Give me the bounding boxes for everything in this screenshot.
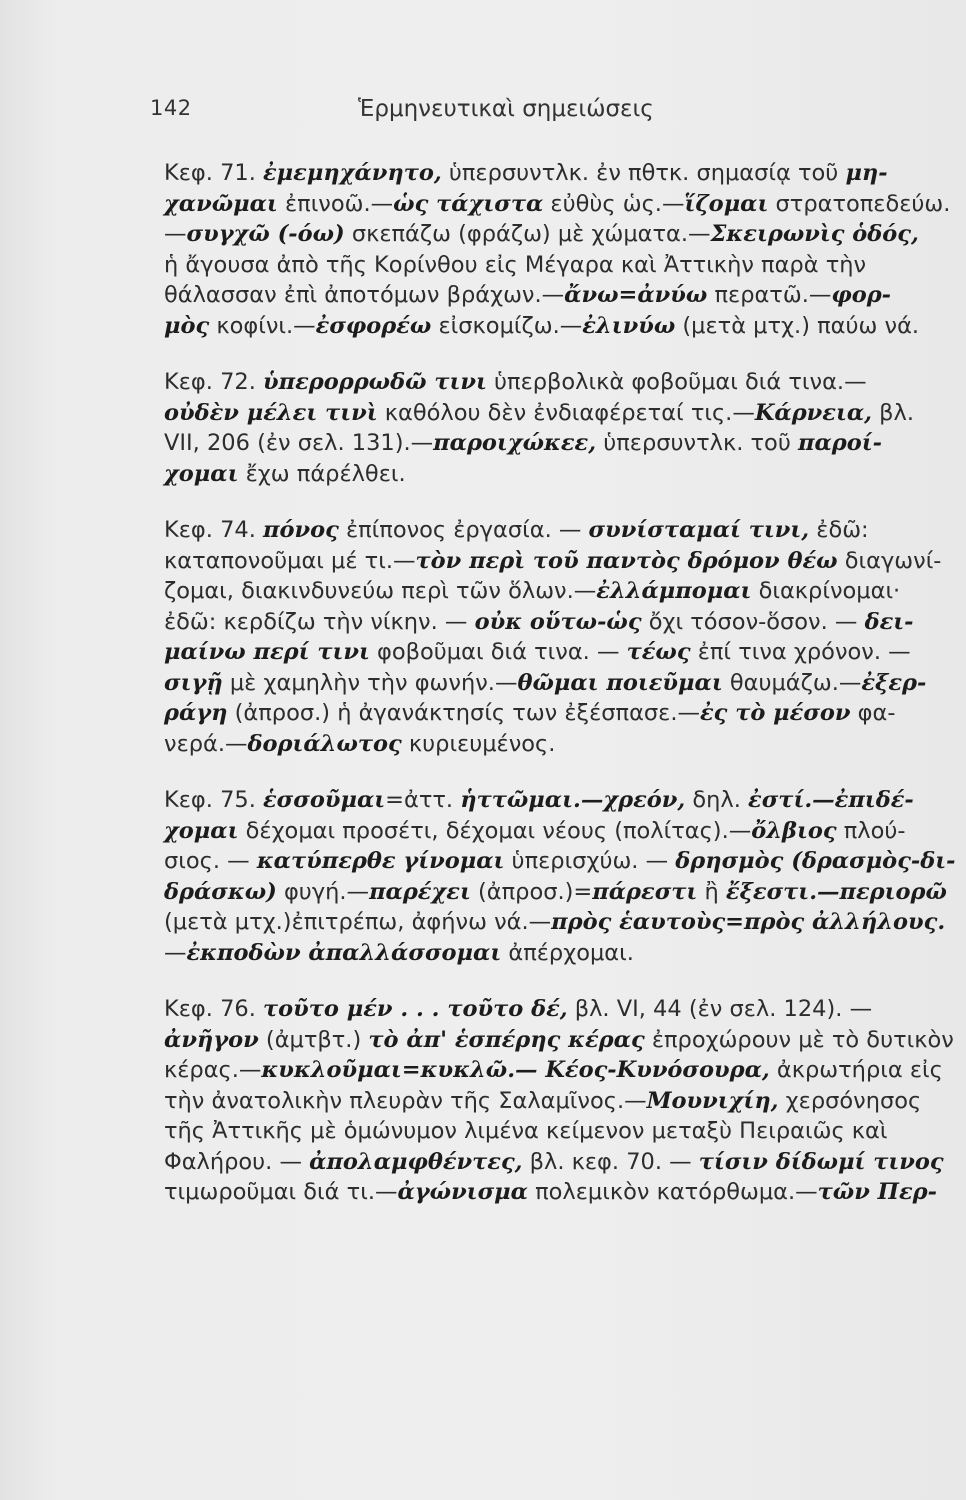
lemma-term: μη-	[845, 160, 888, 186]
running-title: Ἑρμηνευτικαὶ σημειώσεις	[358, 96, 654, 122]
text-line	[164, 938, 908, 969]
lemma-term: ἡττῶμαι.—χρεόν,	[460, 787, 686, 813]
lemma-term: χομαι	[164, 817, 239, 844]
text-line	[164, 1025, 954, 1056]
gloss-text: τιμωροῦμαι διά τι.—	[164, 1179, 398, 1205]
gloss-text: πολεμικὸν κατόρθωμα.—	[527, 1179, 818, 1205]
lemma-term: φορ-	[831, 282, 892, 308]
lemma-term: τοῦτο μέν . . . τοῦτο δέ,	[263, 996, 568, 1022]
gloss-text: ἐπινοῶ.—	[277, 190, 394, 217]
lemma-term: ἐλινύω	[582, 312, 676, 339]
page-header	[0, 96, 966, 136]
text-line	[164, 280, 908, 311]
lemma-term: κατύπερθε γίνομαι	[256, 848, 505, 874]
text-line	[164, 1116, 908, 1147]
gloss-text: θαυμάζω.—	[722, 669, 862, 696]
gloss-text: στρατοπεδεύω.	[768, 190, 951, 217]
text-line	[164, 576, 908, 607]
gloss-text: ἐδῶ: κερδίζω τὴν νίκην. —	[164, 608, 475, 635]
lemma-term: ἐκποδὼν ἀπαλλάσσομαι	[186, 939, 502, 966]
gloss-text: ὑπερσυντλκ. τοῦ	[596, 430, 798, 456]
lemma-term: ὡς τάχιστα	[393, 190, 544, 217]
gloss-text: πλού-	[836, 817, 906, 844]
lemma-term: Μουνιχίη,	[646, 1087, 779, 1114]
gloss-text: διακρίνομαι·	[751, 578, 901, 604]
lemma-term: Κάρνεια,	[754, 399, 873, 426]
gloss-text: (μετὰ μτχ.) παύω νά.	[675, 312, 920, 339]
gloss-text: σκεπάζω (φράζω) μὲ χώματα.—	[344, 221, 711, 247]
gloss-text: καθόλου δὲν ἐνδιαφέρεταί τις.—	[377, 399, 755, 426]
gloss-text: Κεφ. 71.	[164, 160, 263, 186]
lemma-term: παροί-	[798, 430, 882, 456]
lemma-term: τῶν Περ-	[817, 1179, 937, 1205]
lemma-term: ἑσσοῦμαι	[263, 787, 386, 813]
text-line	[164, 398, 914, 429]
chapter-note-paragraph	[164, 158, 951, 341]
lemma-term: συνίσταμαί τινι,	[588, 517, 810, 543]
text-line	[164, 729, 908, 760]
text-line	[164, 1055, 943, 1086]
text-line	[164, 1177, 937, 1208]
text-line	[164, 846, 956, 877]
lemma-term: ὑπερορρωδῶ τινι	[263, 369, 487, 395]
gloss-text: κέρας.—	[164, 1057, 262, 1083]
gloss-text: ἐπροχώρουν μὲ τὸ δυτικὸν	[644, 1026, 954, 1053]
gloss-text: ἡ ἄγουσα ἀπὸ τῆς Κορίνθου εἰς Μέγαρα καὶ Ἀττικὴν παρὰ τὴν	[164, 251, 867, 278]
lemma-term: τίσιν δίδωμί τινος	[698, 1148, 944, 1175]
lemma-term: πρὸς ἑαυτοὺς=πρὸς ἀλλήλους.	[551, 909, 946, 935]
text-line	[164, 607, 914, 638]
gloss-text: (ἀπροσ.)=	[470, 878, 593, 905]
text-line	[164, 546, 942, 577]
gloss-text: —	[164, 939, 187, 966]
gloss-text: VII, 206 (ἐν σελ. 131).—	[164, 430, 434, 456]
lemma-term: δρησμὸς (δρασμὸς-δι-	[675, 848, 956, 874]
lemma-term: ἀγώνισμα	[397, 1179, 528, 1205]
lemma-term: ἀπολαμφθέντες,	[309, 1148, 523, 1175]
text-line	[164, 907, 946, 938]
gloss-text: (ἀμτβτ.)	[258, 1026, 369, 1053]
lemma-term: οὐδὲν μέλει τινὶ	[164, 399, 378, 426]
gloss-text: Κεφ. 74.	[164, 517, 263, 543]
text-line	[164, 785, 914, 816]
gloss-text: καταπονοῦμαι μέ τι.—	[164, 547, 416, 574]
lemma-term: οὐκ οὕτω-ὡς	[474, 608, 642, 635]
lemma-term: ἐμεμηχάνητο,	[263, 160, 442, 186]
gloss-text: ἢ	[697, 878, 726, 905]
gloss-text: κοφίνι.—	[209, 312, 316, 339]
lemma-term: Σκειρωνὶς ὁδός,	[710, 221, 919, 247]
gloss-text: φα-	[850, 700, 896, 726]
text-line	[164, 158, 908, 189]
lemma-term: ράγη	[164, 700, 228, 726]
gloss-text: τῆς Ἀττικῆς μὲ ὁμώνυμον λιμένα κείμενον μεταξὺ Πειραιῶς καὶ	[164, 1118, 888, 1144]
chapter-note-paragraph	[164, 785, 956, 968]
lemma-term: ἐς τὸ μέσον	[699, 700, 851, 726]
text-line	[164, 637, 911, 668]
gloss-text: ὑπερισχύω. —	[504, 848, 676, 874]
lemma-term: πόνος	[263, 517, 339, 543]
lemma-term: ἄνω=ἀνύω	[564, 282, 708, 308]
lemma-term: ἐστί.—ἐπιδέ-	[748, 787, 914, 813]
lemma-term: μαίνω περί τινι	[164, 639, 370, 665]
text-line	[164, 219, 919, 250]
gloss-text: ἔχω πάρέλθει.	[238, 460, 406, 487]
gloss-text: ἀκρωτήρια εἰς	[769, 1057, 943, 1083]
lemma-term: χανῶμαι	[164, 190, 278, 217]
gloss-text: ἀπέρχομαι.	[501, 939, 634, 966]
lemma-term: ἵζομαι	[684, 190, 769, 217]
gloss-text: ὄχι τόσον-ὅσον. —	[641, 608, 865, 635]
gloss-text: ἐδῶ:	[809, 517, 869, 543]
text-line	[164, 816, 908, 847]
gloss-text: φοβοῦμαι διά τινα. —	[369, 639, 627, 665]
chapter-note-paragraph	[164, 515, 942, 759]
chapter-note-paragraph	[164, 994, 954, 1208]
lemma-term: πάρεστι	[592, 878, 698, 905]
gloss-text: θάλασσαν ἐπὶ ἀποτόμων βράχων.—	[164, 282, 565, 308]
gloss-text: βλ. VI, 44 (ἐν σελ. 124). —	[567, 996, 873, 1022]
gloss-text: βλ.	[872, 399, 914, 426]
lemma-term: ἐλλάμπομαι	[596, 578, 752, 604]
text-line	[164, 668, 927, 699]
gloss-text: —	[164, 221, 187, 247]
gloss-text: ἐπί τινα χρόνον. —	[690, 639, 911, 665]
lemma-term: τὸν περὶ τοῦ παντὸς δρόμον θέω	[415, 547, 838, 574]
text-line	[164, 877, 947, 908]
gloss-text: μὲ χαμηλὴν τὴν φωνήν.—	[222, 669, 518, 696]
lemma-term: ἀνῆγον	[164, 1026, 259, 1053]
gloss-text: κυριευμένος.	[401, 730, 556, 757]
gloss-text: διαγωνί-	[837, 547, 942, 574]
page-number: 142	[150, 96, 192, 120]
text-line	[164, 428, 908, 459]
gloss-text: (ἀπροσ.) ἡ ἀγανάκτησίς των ἐξέσπασε.—	[227, 700, 700, 726]
text-line	[164, 1147, 944, 1178]
lemma-term: θῶμαι ποιεῦμαι	[517, 669, 723, 696]
gloss-text: δηλ.	[685, 787, 749, 813]
text-line	[164, 1086, 922, 1117]
gloss-text: ὑπερσυντλκ. ἐν πθτκ. σημασίᾳ τοῦ	[441, 160, 846, 186]
gloss-text: Κεφ. 75.	[164, 787, 263, 813]
gloss-text: νερά.—	[164, 730, 248, 757]
gloss-text: Κεφ. 72.	[164, 369, 263, 395]
lemma-term: μὸς	[164, 312, 210, 339]
gloss-text: ζομαι, διακινδυνεύω περὶ τῶν ὅλων.—	[164, 578, 597, 604]
gloss-text: Φαλήρου. —	[164, 1148, 310, 1175]
lemma-term: σιγῇ	[164, 669, 223, 696]
commentary-body	[164, 158, 956, 1234]
gloss-text: (μετὰ μτχ.)ἐπιτρέπω, ἀφήνω νά.—	[164, 909, 552, 935]
text-line	[164, 698, 908, 729]
gloss-text: ἐπίπονος ἐργασία. —	[338, 517, 589, 543]
gloss-text: βλ. κεφ. 70. —	[522, 1148, 699, 1175]
text-line	[164, 515, 908, 546]
lemma-term: ἐξερ-	[861, 669, 927, 696]
gloss-text: περατῶ.—	[707, 282, 832, 308]
text-line	[164, 367, 908, 398]
lemma-term: δοριάλωτος	[247, 730, 402, 757]
gloss-text: τὴν ἀνατολικὴν πλευρὰν τῆς Σαλαμῖνος.—	[164, 1087, 647, 1114]
lemma-term: δράσκω)	[164, 878, 277, 905]
gloss-text: χερσόνησος	[778, 1087, 922, 1114]
lemma-term: παρέχει	[369, 878, 471, 905]
lemma-term: ἐσφορέω	[315, 312, 432, 339]
text-line	[164, 189, 951, 220]
gloss-text: =ἀττ.	[385, 787, 461, 813]
lemma-term: συγχῶ (-όω)	[186, 221, 345, 247]
text-line	[164, 459, 908, 490]
gloss-text: ὑπερβολικὰ φοβοῦμαι διά τινα.—	[486, 369, 867, 395]
gloss-text: φυγή.—	[276, 878, 370, 905]
lemma-term: ὄλβιος	[751, 817, 837, 844]
lemma-term: κυκλοῦμαι=κυκλῶ.— Κέος-Κυνόσουρα,	[261, 1057, 770, 1083]
gloss-text: εὐθὺς ὡς.—	[543, 190, 685, 217]
text-line	[164, 250, 908, 281]
gloss-text: δέχομαι προσέτι, δέχομαι νέους (πολίτας).—	[238, 817, 752, 844]
gloss-text: σιος. —	[164, 848, 257, 874]
text-line	[164, 311, 920, 342]
lemma-term: τέως	[626, 639, 691, 665]
lemma-term: χομαι	[164, 460, 239, 487]
lemma-term: ἔξεστι.—περιορῶ	[725, 878, 947, 905]
lemma-term: παροιχώκεε,	[433, 430, 597, 456]
gloss-text: εἰσκομίζω.—	[431, 312, 583, 339]
lemma-term: δει-	[864, 608, 914, 635]
gloss-text: Κεφ. 76.	[164, 996, 263, 1022]
text-line	[164, 994, 908, 1025]
lemma-term: τὸ ἀπ' ἑσπέρης κέρας	[368, 1026, 645, 1053]
chapter-note-paragraph	[164, 367, 914, 489]
